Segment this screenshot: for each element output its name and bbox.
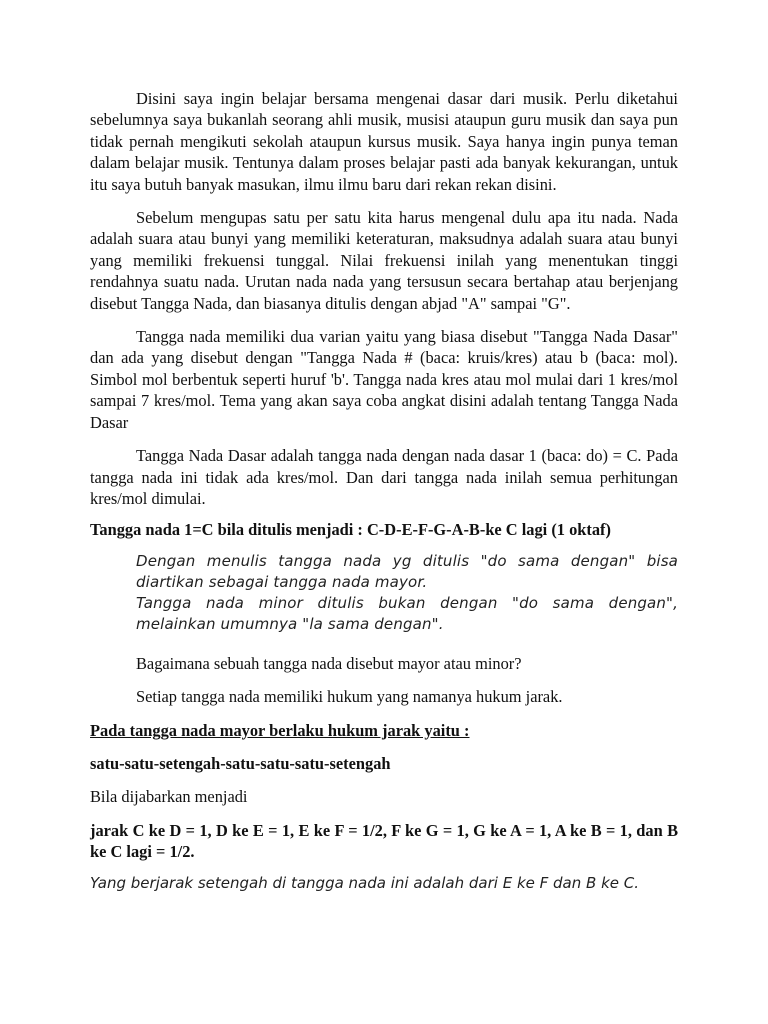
major-law-heading: Pada tangga nada mayor berlaku hukum jarak yaitu : [90,720,470,740]
minor-note: Tangga nada minor ditulis bukan dengan "do sama dengan", melainkan umumnya "la sama dengan". [136,593,678,633]
basic-scale-paragraph: Tangga Nada Dasar adalah tangga nada dengan nada dasar 1 (baca: do) = C. Pada tangga nada ini tidak ada kres/mol. Dan dari tangga nada inilah semua perhitungan kres/mol dimulai. [90,446,678,508]
law-intro-text: Setiap tangga nada memiliki hukum yang namanya hukum jarak. [136,687,563,707]
variants-paragraph: Tangga nada memiliki dua varian yaitu yang biasa disebut "Tangga Nada Dasar" dan ada yang disebut dengan "Tangga Nada # (baca: kruis/kres) atau b (baca: mol). Simbol mol berbentuk seperti huruf 'b'. Tangga nada kres atau mol mulai dari 1 kres/mol sampai 7 kres/mol. Tema yang akan saya coba angkat disini adalah tentang Tangga Nada Dasar [90,327,678,432]
major-note: Dengan menulis tangga nada yg ditulis "do sama dengan" bisa diartikan sebagai tangga nada mayor. [136,551,678,591]
scale-heading: Tangga nada 1=C bila ditulis menjadi : C-D-E-F-G-A-B-ke C lagi (1 oktaf) [90,520,611,540]
italic-notes [136,551,678,635]
definition-paragraph: Sebelum mengupas satu per satu kita harus mengenal dulu apa itu nada. Nada adalah suara atau bunyi yang memiliki keteraturan, maksudnya adalah suara atau bunyi yang memiliki frekuensi tunggal. Nilai frekuensi inilah yang menentukan tinggi rendahnya suatu nada. Urutan nada nada yang tersusun secara bertahap atau berjenjang disebut Tangga Nada, dan biasanya ditulis dengan abjad "A" sampai "G". [90,208,678,313]
closing-note: Yang berjarak setengah di tangga nada ini adalah dari E ke F dan B ke C. [90,873,639,892]
interval-detail: jarak C ke D = 1, D ke E = 1, E ke F = 1/2, F ke G = 1, G ke A = 1, A ke B = 1, dan B ke C lagi = 1/2. [90,820,678,862]
document-page [90,88,678,894]
elaboration-label: Bila dijabarkan menjadi [90,787,248,807]
interval-pattern: satu-satu-setengah-satu-satu-satu-setengah [90,753,391,773]
intro-paragraph: Disini saya ingin belajar bersama mengenai dasar dari musik. Perlu diketahui sebelumnya saya bukanlah seorang ahli musik, musisi ataupun guru musik dan saya pun tidak pernah mengikuti sekolah ataupun kursus musik. Saya hanya ingin punya teman dalam belajar musik. Tentunya dalam proses belajar pasti ada banyak kekurangan, untuk itu saya butuh banyak masukan, ilmu ilmu baru dari rekan rekan disini. [90,89,678,194]
question-text: Bagaimana sebuah tangga nada disebut mayor atau minor? [136,653,522,673]
